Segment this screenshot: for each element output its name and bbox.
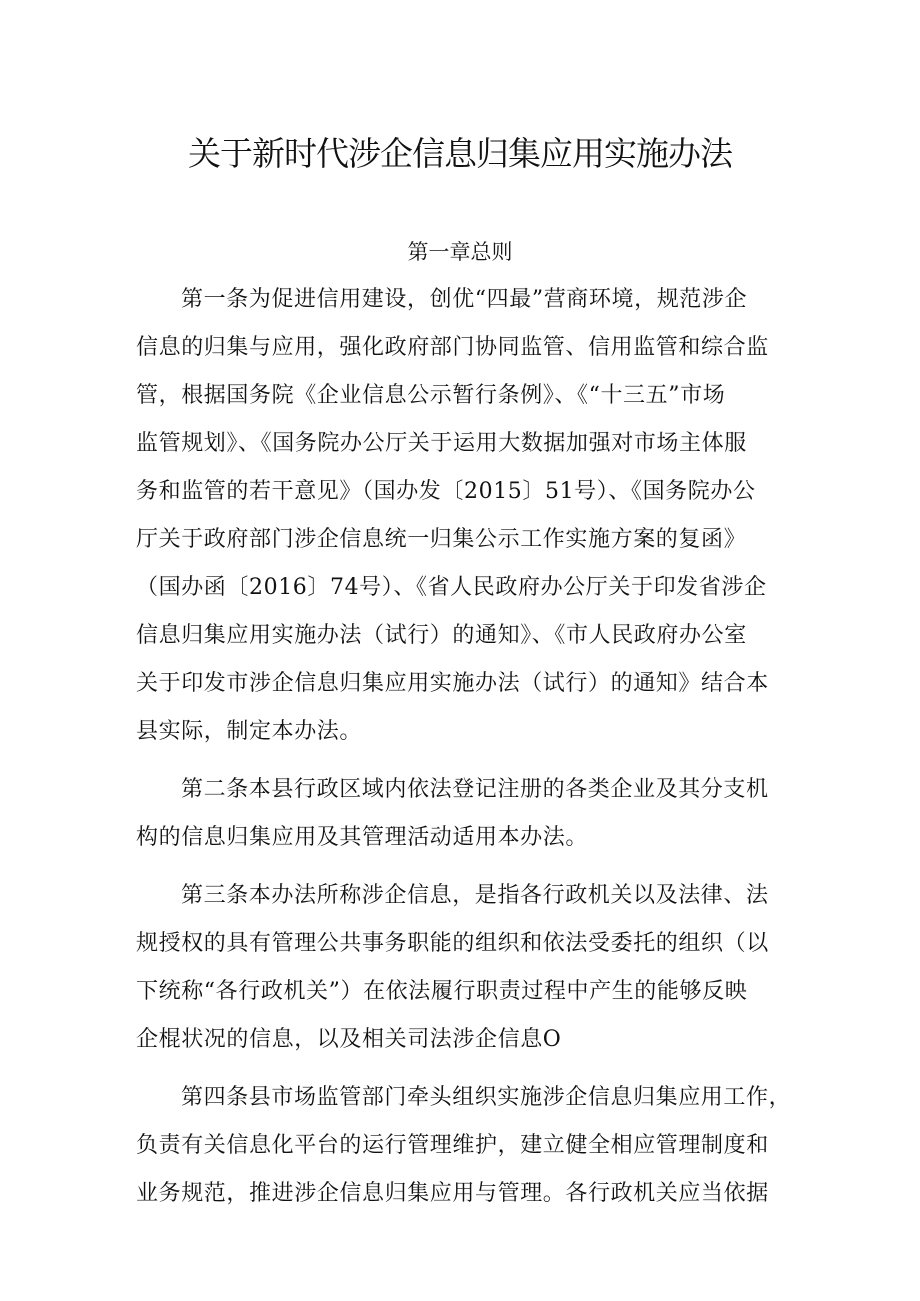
text-line: 信息归集应用实施办法（试行）的通知》、《市人民政府办公室 xyxy=(136,623,747,648)
text-line: （国办函〔2016〕74号）、《省人民政府办公厅关于印发省涉企 xyxy=(136,575,767,600)
article-3-paragraph xyxy=(136,872,796,1064)
text-line: 企棍状况的信息，以及相关司法涉企信息O xyxy=(136,1027,562,1052)
text-line: 第二条本县行政区域内依法登记注册的各类企业及其分支机 xyxy=(181,777,769,802)
document-body xyxy=(136,276,796,1228)
document-title: 关于新时代涉企信息归集应用实施办法 xyxy=(188,134,732,173)
text-line: 规授权的具有管理公共事务职能的组织和依法受委托的组织（以 xyxy=(136,931,769,956)
text-line: 关于印发市涉企信息归集应用实施办法（试行）的通知》结合本 xyxy=(136,671,769,696)
text-line: 下统称“各行政机关”）在依法履行职责过程中产生的能够反映 xyxy=(136,979,748,1004)
text-line: 县实际，制定本办法。 xyxy=(136,719,363,744)
text-line: 第三条本办法所称涉企信息，是指各行政机关以及法律、法 xyxy=(181,883,769,908)
text-line: 第一条为促进信用建设，创优“四最”营商环境，规范涉企 xyxy=(181,287,748,312)
text-line: 构的信息归集应用及其管理活动适用本办法。 xyxy=(136,825,589,850)
text-line: 监管规划》、《国务院办公厅关于运用大数据加强对市场主体服 xyxy=(136,431,747,456)
text-line: 第四条县市场监管部门牵头组织实施涉企信息归集应用工作， xyxy=(181,1085,792,1110)
text-line: 业务规范，推进涉企信息归集应用与管理。各行政机关应当依据 xyxy=(136,1181,769,1206)
article-2-paragraph xyxy=(136,766,796,862)
text-line: 务和监管的若干意见》（国办发〔2015〕51号）、《国务院办公 xyxy=(136,479,756,504)
chapter-heading: 第一章总则 xyxy=(407,240,513,264)
text-line: 管，根据国务院《企业信息公示暂行条例》、《“十三五”市场 xyxy=(136,383,726,408)
text-line: 负责有关信息化平台的运行管理维护，建立健全相应管理制度和 xyxy=(136,1133,769,1158)
article-1-paragraph xyxy=(136,276,796,756)
article-4-paragraph xyxy=(136,1074,796,1218)
text-line: 信息的归集与应用，强化政府部门协同监管、信用监管和综合监 xyxy=(136,335,769,360)
text-line: 厅关于政府部门涉企信息统一归集公示工作实施方案的复函》 xyxy=(136,527,747,552)
